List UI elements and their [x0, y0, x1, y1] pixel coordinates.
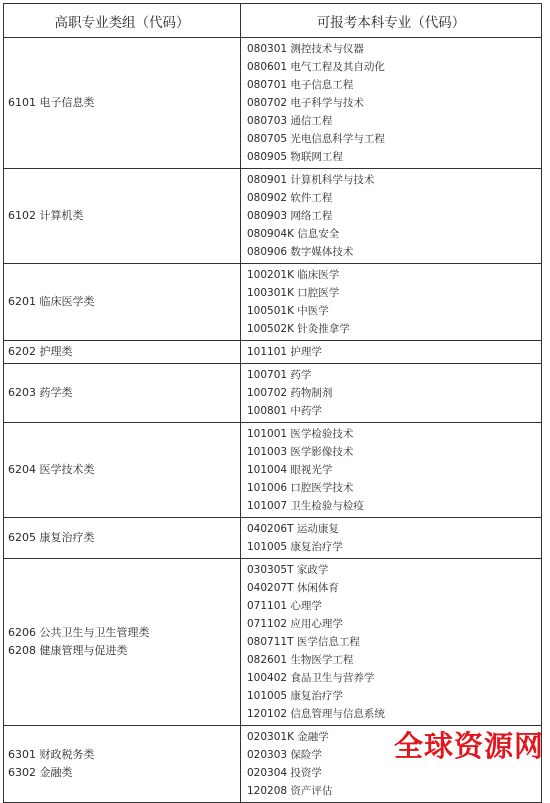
major-item: 080301 测控技术与仪器 — [247, 43, 364, 55]
group-cell — [4, 264, 241, 341]
major-item: 080601 电气工程及其自动化 — [247, 61, 385, 73]
major-item: 080705 光电信息科学与工程 — [247, 133, 385, 145]
group-cell — [4, 559, 241, 726]
group-cell — [4, 341, 241, 364]
header-undergraduate-major: 可报考本科专业（代码） — [241, 4, 542, 38]
major-item: 100501K 中医学 — [247, 305, 329, 317]
group-cell — [4, 423, 241, 518]
major-item: 101005 康复治疗学 — [247, 690, 343, 702]
major-item: 100402 食品卫生与营养学 — [247, 672, 375, 684]
major-mapping-table — [3, 3, 542, 803]
major-item: 020301K 金融学 — [247, 731, 329, 743]
major-item: 020303 保险学 — [247, 749, 322, 761]
major-item: 080906 数字媒体技术 — [247, 246, 354, 258]
major-item: 080711T 医学信息工程 — [247, 636, 360, 648]
table-row — [4, 559, 542, 726]
group-label: 6208 健康管理与促进类 — [8, 644, 128, 657]
majors-cell — [241, 423, 542, 518]
major-item: 082601 生物医学工程 — [247, 654, 354, 666]
table-row — [4, 518, 542, 559]
table-row — [4, 38, 542, 169]
group-cell — [4, 726, 241, 803]
group-label: 6102 计算机类 — [8, 209, 84, 222]
major-item: 071102 应用心理学 — [247, 618, 343, 630]
major-item: 101003 医学影像技术 — [247, 446, 354, 458]
major-item: 080904K 信息安全 — [247, 228, 340, 240]
watermark-logo: 全球资源网 — [393, 729, 544, 763]
major-item: 100801 中药学 — [247, 405, 322, 417]
major-item: 101006 口腔医学技术 — [247, 482, 354, 494]
major-item: 120102 信息管理与信息系统 — [247, 708, 385, 720]
table-row — [4, 364, 542, 423]
major-item: 080901 计算机科学与技术 — [247, 174, 375, 186]
major-item: 100301K 口腔医学 — [247, 287, 340, 299]
majors-cell — [241, 264, 542, 341]
major-item: 101004 眼视光学 — [247, 464, 333, 476]
majors-cell — [241, 364, 542, 423]
group-label: 6101 电子信息类 — [8, 96, 95, 109]
group-label: 6204 医学技术类 — [8, 463, 95, 476]
major-item: 071101 心理学 — [247, 600, 322, 612]
major-item: 101005 康复治疗学 — [247, 541, 343, 553]
major-item: 101001 医学检验技术 — [247, 428, 354, 440]
group-label: 6201 临床医学类 — [8, 295, 95, 308]
major-item: 101101 护理学 — [247, 346, 322, 358]
majors-cell — [241, 518, 542, 559]
major-item: 030305T 家政学 — [247, 564, 329, 576]
table-row — [4, 423, 542, 518]
group-cell — [4, 169, 241, 264]
major-item: 080702 电子科学与技术 — [247, 97, 364, 109]
major-item: 040207T 休闲体育 — [247, 582, 339, 594]
major-item: 100201K 临床医学 — [247, 269, 340, 281]
major-item: 101007 卫生检验与检疫 — [247, 500, 364, 512]
group-label: 6301 财政税务类 — [8, 748, 95, 761]
group-cell — [4, 518, 241, 559]
group-label: 6205 康复治疗类 — [8, 531, 95, 544]
majors-cell — [241, 559, 542, 726]
major-item: 100702 药物制剂 — [247, 387, 333, 399]
table-row — [4, 264, 542, 341]
major-item: 080703 通信工程 — [247, 115, 333, 127]
group-label: 6302 金融类 — [8, 766, 73, 779]
group-label: 6202 护理类 — [8, 345, 73, 358]
majors-cell — [241, 341, 542, 364]
table-row — [4, 341, 542, 364]
header-vocational-group: 高职专业类组（代码） — [4, 4, 241, 38]
major-item: 100701 药学 — [247, 369, 312, 381]
major-item: 080905 物联网工程 — [247, 151, 343, 163]
group-label: 6206 公共卫生与卫生管理类 — [8, 626, 150, 639]
table-body — [4, 38, 542, 803]
majors-cell — [241, 38, 542, 169]
group-label: 6203 药学类 — [8, 386, 73, 399]
header-row — [4, 4, 542, 38]
major-item: 080701 电子信息工程 — [247, 79, 354, 91]
table-row — [4, 169, 542, 264]
major-item: 120208 资产评估 — [247, 785, 333, 797]
group-cell — [4, 364, 241, 423]
major-item: 100502K 针灸推拿学 — [247, 323, 350, 335]
group-cell — [4, 38, 241, 169]
major-item: 020304 投资学 — [247, 767, 322, 779]
major-item: 080903 网络工程 — [247, 210, 333, 222]
major-item: 040206T 运动康复 — [247, 523, 339, 535]
majors-cell — [241, 169, 542, 264]
major-item: 080902 软件工程 — [247, 192, 333, 204]
